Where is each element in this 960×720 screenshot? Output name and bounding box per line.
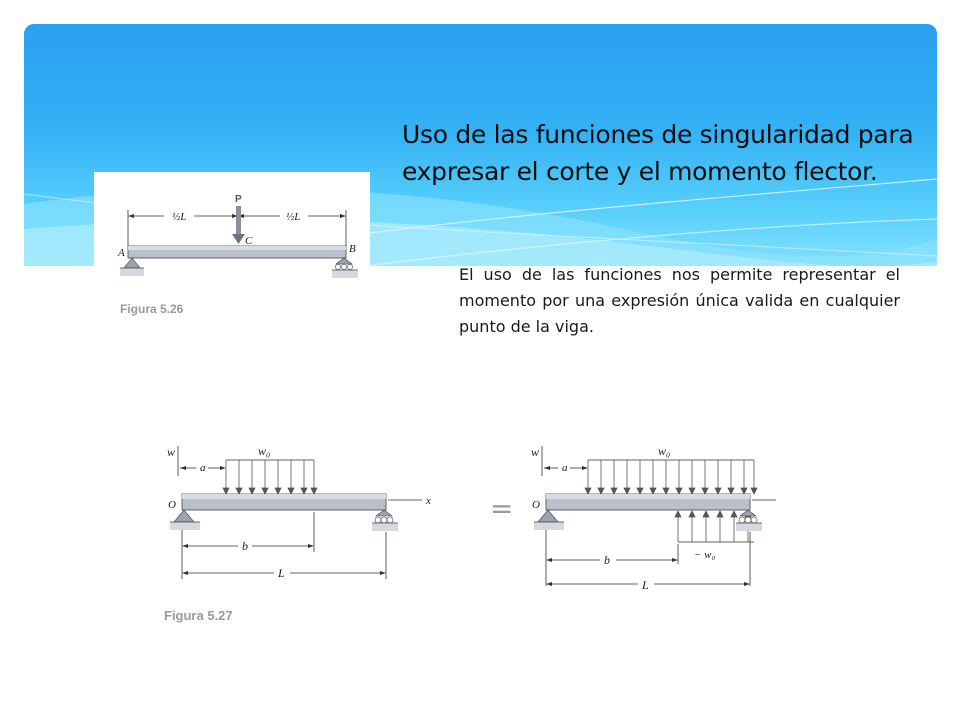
support-b-label: B	[349, 243, 356, 255]
figure-5-27-drawing	[150, 434, 780, 634]
load-p-label: P	[235, 194, 242, 205]
figure-5-26-drawing	[94, 172, 370, 322]
origin-label-right: O	[532, 499, 540, 511]
l-label-left: L	[278, 566, 285, 580]
distributed-load-arrows-left	[223, 460, 317, 494]
w0-label-right: w₀	[658, 444, 671, 458]
left-span-label: ½L	[172, 211, 187, 223]
distributed-load-arrows-right	[585, 460, 757, 494]
a-label-left: a	[200, 462, 206, 474]
figure-5-27-caption: Figura 5.27	[164, 608, 233, 623]
w0-label-left: w₀	[258, 444, 271, 458]
l-label-right: L	[642, 578, 649, 592]
a-label-right: a	[562, 462, 568, 474]
equals-sign: =	[490, 492, 514, 525]
figure-5-26	[94, 172, 370, 322]
body-paragraph: El uso de las funciones nos permite representar el momento por una expresión única valida en cualquier punto de la viga.	[459, 265, 900, 336]
x-axis-label-left: x	[426, 495, 431, 507]
neg-w0-label: − w₀	[694, 549, 716, 561]
w-axis-label-right: w	[531, 445, 540, 459]
b-label-right: b	[604, 553, 610, 567]
figure-5-27	[150, 434, 780, 634]
b-label-left: b	[242, 539, 248, 553]
slide-title: Uso de las funciones de singularidad para expresar el corte y el momento flector.	[402, 120, 914, 186]
origin-label-left: O	[168, 499, 176, 511]
right-span-label: ½L	[286, 211, 301, 223]
support-a-label: A	[118, 247, 125, 259]
w-axis-label-left: w	[167, 445, 176, 459]
point-c-label: C	[245, 235, 253, 247]
figure-5-26-caption: Figura 5.26	[120, 302, 184, 316]
